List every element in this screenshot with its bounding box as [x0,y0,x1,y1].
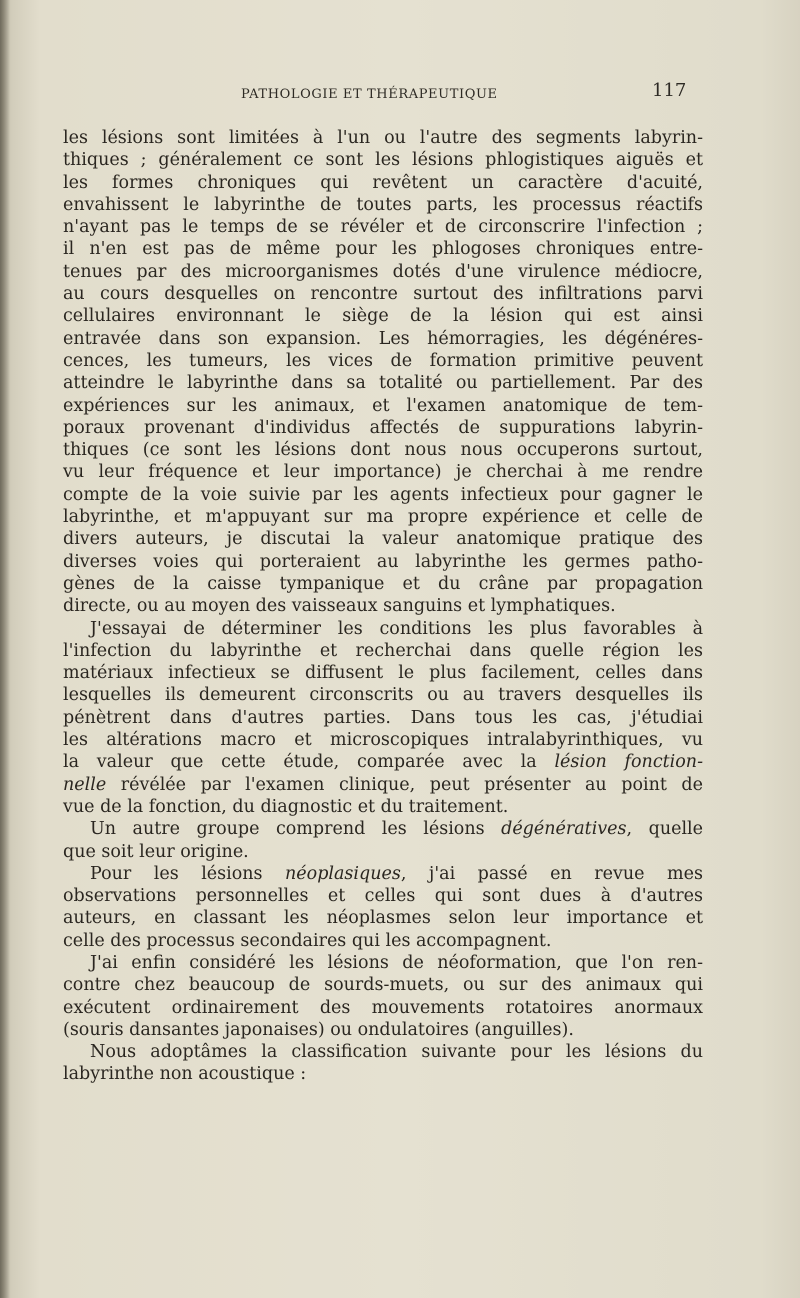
emphasis-text: lésion fonction- [554,752,703,773]
text-line: pénètrent dans d'autres parties. Dans tous les cas, j'étudiai [63,707,703,728]
emphasis-text: nelle [63,774,107,795]
text-line: lesquelles ils demeurent circonscrits ou au travers desquelles ils [63,685,703,706]
text-line [63,863,703,885]
text-line: cences, les tumeurs, les vices de formation primitive peuvent [63,350,703,371]
emphasis-text: dégénératives [501,819,627,840]
text-segment: Un autre groupe comprend les lésions [90,819,485,840]
text-line: labyrinthe, et m'appuyant sur ma propre expérience et celle de [63,507,703,528]
body-text [63,127,703,1086]
text-line: J'ai enfin considéré les lésions de néoformation, que l'on ren- [90,952,703,973]
text-line: Nous adoptâmes la classification suivante pour les lésions du [90,1042,703,1063]
text-line: thiques (ce sont les lésions dont nous nous occuperons surtout, [63,440,703,461]
text-line: il n'en est pas de même pour les phlogoses chroniques entre- [63,239,703,260]
text-line: l'infection du labyrinthe et recherchai dans quelle région les [63,640,703,661]
emphasis-text: néoplasiques [285,863,401,884]
text-line: les lésions sont limitées à l'un ou l'autre des segments labyrin- [63,128,703,148]
text-line: au cours desquelles on rencontre surtout des infiltrations parvi [63,284,703,305]
text-line: vu leur fréquence et leur importance) je cherchai à me rendre [63,462,703,483]
text-segment: , quelle [626,819,703,840]
text-line: auteurs, en classant les néoplasmes selon leur importance et [63,908,703,929]
text-line: contre chez beaucoup de sourds-muets, ou sur des animaux qui [63,975,703,996]
text-line: les formes chroniques qui revêtent un caractère d'acuité, [63,172,703,193]
text-line: J'essayai de déterminer les conditions les plus favorables à [90,618,703,639]
page-number: 117 [652,80,687,101]
text-line [63,774,703,796]
text-line [63,751,703,773]
text-segment: , j'ai passé en revue mes [400,863,703,884]
text-line: n'ayant pas le temps de se révéler et de circonscrire l'infection ; [63,217,703,238]
text-line: (souris dansantes japonaises) ou ondulatoires (anguilles). [63,1019,574,1040]
text-line: celle des processus secondaires qui les accompagnent. [63,930,552,951]
text-line: poraux provenant d'individus affectés de suppurations labyrin- [63,417,703,438]
text-segment: Pour les lésions [90,863,263,884]
text-line: diverses voies qui porteraient au labyrinthe les germes patho- [63,551,703,572]
text-line: divers auteurs, je discutai la valeur anatomique pratique des [63,529,703,550]
text-line: vue de la fonction, du diagnostic et du traitement. [63,796,509,817]
text-segment: révélée par l'examen clinique, peut présenter au point de [120,774,703,795]
text-line: labyrinthe non acoustique : [63,1064,307,1085]
text-line: observations personnelles et celles qui sont dues à d'autres [63,886,703,907]
binding-shadow [0,0,10,1298]
text-line: compte de la voie suivie par les agents infectieux pour gagner le [63,484,703,505]
text-line: gènes de la caisse tympanique et du crâne par propagation [63,573,703,594]
text-line: envahissent le labyrinthe de toutes parts, les processus réactifs [63,194,703,215]
text-line: expériences sur les animaux, et l'examen anatomique de tem- [63,395,703,416]
text-line [63,818,703,840]
text-line: cellulaires environnant le siège de la lésion qui est ainsi [63,306,703,327]
text-line: les altérations macro et microscopiques intralabyrinthiques, vu [63,730,703,751]
text-line: directe, ou au moyen des vaisseaux sanguins et lymphatiques. [63,596,616,617]
text-line: entravée dans son expansion. Les hémorragies, les dégénéres- [63,328,703,349]
text-line: matériaux infectieux se diffusent le plus facilement, celles dans [63,663,703,684]
text-line: tenues par des microorganismes dotés d'une virulence médiocre, [63,261,703,282]
text-line: que soit leur origine. [63,841,249,862]
text-line: thiques ; généralement ce sont les lésions phlogistiques aiguës et [63,150,703,171]
text-line: exécutent ordinairement des mouvements rotatoires anormaux [63,997,703,1018]
text-line: atteindre le labyrinthe dans sa totalité ou partiellement. Par des [63,373,703,394]
text-segment: la valeur que cette étude, comparée avec la [63,752,537,773]
running-header: PATHOLOGIE ET THÉRAPEUTIQUE [241,87,498,102]
